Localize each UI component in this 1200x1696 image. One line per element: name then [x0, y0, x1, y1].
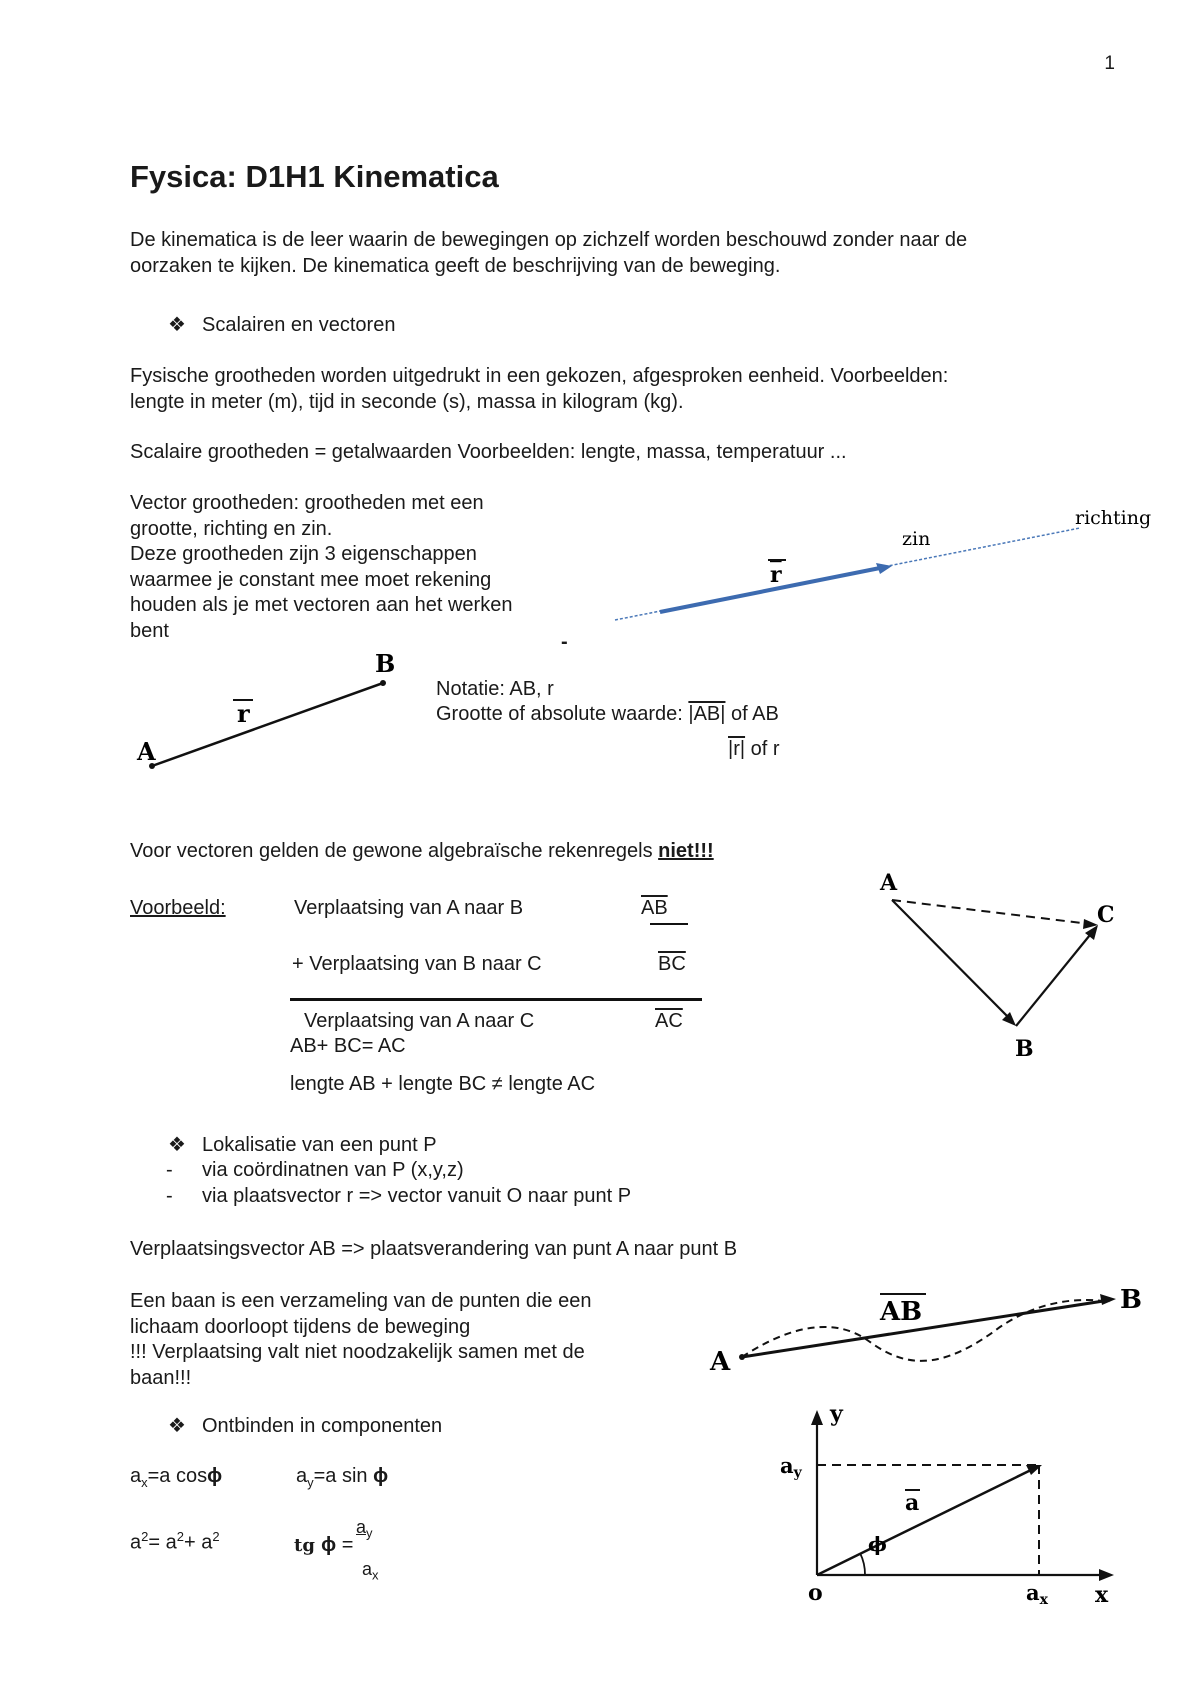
- vector-direction-figure: [600, 500, 1160, 630]
- richting-label: richting: [1075, 507, 1152, 529]
- vector-line: Deze grootheden zijn 3 eigenschappen: [130, 543, 477, 565]
- diamond-bullet-icon: ❖: [168, 1134, 186, 1156]
- bc-side: [1016, 930, 1094, 1026]
- vector-a: [817, 1468, 1035, 1575]
- label-phi: ϕ: [868, 1532, 887, 1556]
- tangent-numerator: $a_y$: [356, 1517, 373, 1541]
- vector-line: houden als je met vectoren aan het werken: [130, 594, 513, 616]
- page-title: Fysica: D1H1 Kinematica: [130, 159, 499, 194]
- scalar-paragraph: [130, 440, 847, 466]
- scalar-line: Scalaire grootheden = getalwaarden Voorbeelden: lengte, massa, temperatuur ...: [130, 441, 847, 463]
- ab-vector-line: [152, 683, 383, 766]
- voorbeeld-row3-text: Verplaatsing van A naar C: [304, 1010, 535, 1032]
- tangent-formula: tg ϕ =: [294, 1534, 354, 1556]
- ac-side-dashed: [892, 900, 1090, 924]
- grootte-abs-r: |r|: [728, 738, 746, 760]
- section-heading-ontbinden: [168, 1414, 442, 1439]
- voorbeeld-row1-text: Verplaatsing van A naar B: [294, 897, 524, 919]
- units-paragraph: [130, 364, 948, 415]
- baan-line: Een baan is een verzameling van de punten die een: [130, 1290, 592, 1312]
- vector-ab-figure: [125, 648, 405, 783]
- ab-side: [892, 900, 1013, 1022]
- vector-arrowhead: [876, 563, 892, 574]
- label-x: x: [1095, 1582, 1109, 1608]
- vector-line: grootte, richting en zin.: [130, 517, 333, 540]
- dash-bullet: -: [166, 1159, 173, 1181]
- grootte-line: [436, 702, 779, 727]
- section-heading-text: Scalairen en vectoren: [202, 314, 396, 336]
- label-b: B: [1120, 1285, 1142, 1315]
- label-a: A: [710, 1347, 731, 1377]
- units-line: lengte in meter (m), tijd in seconde (s), massa in kilogram (kg).: [130, 390, 684, 413]
- label-a: A: [137, 737, 156, 766]
- algebra-sentence: [130, 839, 714, 864]
- label-origin: o: [808, 1580, 823, 1606]
- intro-line: oorzaken te kijken. De kinematica geeft de beschrijving van de beweging.: [130, 254, 781, 277]
- vector-line: Vector grootheden: grootheden met een: [130, 492, 484, 514]
- baan-paragraph: [130, 1289, 591, 1391]
- triangle-figure: [870, 862, 1120, 1072]
- list-item: [166, 1158, 464, 1183]
- list-item: [166, 1184, 631, 1209]
- label-c: C: [1097, 902, 1115, 928]
- y-axis-arrowhead: [811, 1410, 823, 1425]
- vector-line: waarmee je constant mee moet rekening: [130, 568, 492, 591]
- baan-line: lichaam doorloopt tijdens de beweging: [130, 1315, 471, 1338]
- voorbeeld-row3-vec: $\overline{AC}$: [655, 1010, 683, 1032]
- voorbeeld-label: Voorbeeld:: [130, 897, 226, 919]
- zin-label: zin: [902, 528, 931, 550]
- sum-divider: [290, 998, 702, 1001]
- section-heading-text: Lokalisatie van een punt P: [202, 1134, 437, 1156]
- grootte-abs-ab: |AB|: [688, 703, 726, 725]
- angle-arc: [860, 1553, 865, 1575]
- algebra-text: Voor vectoren gelden de gewone algebraïsche rekenregels: [130, 840, 659, 862]
- grootte-suffix-r: of r: [745, 738, 780, 760]
- grootte-prefix: Grootte of absolute waarde:: [436, 703, 689, 725]
- x-axis-arrowhead: [1099, 1569, 1114, 1581]
- magnitude-formula: $a^2= a^2+ a^2$: [130, 1529, 220, 1554]
- label-b: B: [1015, 1036, 1034, 1062]
- label-ab: AB: [880, 1297, 923, 1327]
- label-b: B: [375, 649, 396, 678]
- intro-line: De kinematica is de leer waarin de bewegingen op zichzelf worden beschouwd zonder naar de: [130, 229, 968, 251]
- vector-line: bent: [130, 619, 169, 642]
- grootte-r-line: [728, 737, 780, 762]
- tangent-denominator: $a_x$: [362, 1559, 379, 1583]
- length-inequality-line: lengte AB + lengte BC ≠ lengte AC: [290, 1073, 596, 1095]
- voorbeeld-row2-vec: $\overline{BC}$: [658, 953, 686, 975]
- notatie-line: Notatie: AB, r: [436, 678, 554, 700]
- point-a: [739, 1354, 745, 1360]
- dash-bullet: -: [166, 1185, 173, 1207]
- baan-line: baan!!!: [130, 1366, 192, 1389]
- displacement-vector: [742, 1300, 1110, 1357]
- displacement-arrowhead: [1100, 1294, 1116, 1305]
- label-r: r: [237, 699, 250, 728]
- voorbeeld-row1-vec: $\overline{AB}$: [641, 897, 668, 919]
- label-ax: ax: [1026, 1580, 1048, 1608]
- ay-formula: $a_y=a$ sin ϕ: [296, 1465, 389, 1490]
- point-b: [380, 680, 386, 686]
- vector-sum-line: AB+ BC= AC: [290, 1035, 406, 1057]
- voorbeeld-row2-text: + Verplaatsing van B naar C: [292, 953, 542, 975]
- label-ay: ay: [780, 1453, 802, 1481]
- voorbeeld-row1-underbar: [650, 923, 688, 925]
- units-line: Fysische grootheden worden uitgedrukt in een gekozen, afgesproken eenheid. Voorbeelden:: [130, 365, 949, 387]
- ax-formula: $a_x=a$ cosϕ: [130, 1465, 223, 1490]
- list-item-text: via coördinatnen van P (x,y,z): [202, 1159, 464, 1181]
- vector-paragraph: [130, 491, 512, 644]
- trajectory-figure: [700, 1272, 1160, 1382]
- label-a: A: [880, 870, 898, 896]
- page-number: 1: [1104, 53, 1115, 74]
- label-vector-a: a: [905, 1490, 920, 1516]
- baan-line: !!! Verplaatsing valt niet noodzakelijk samen met de: [130, 1341, 585, 1363]
- section-heading-lokalisatie: [168, 1133, 437, 1158]
- overline-mark: -: [561, 631, 568, 653]
- verplaatsing-line: Verplaatsingsvector AB => plaatsverandering van punt A naar punt B: [130, 1238, 738, 1260]
- intro-paragraph: [130, 228, 967, 279]
- section-heading-text: Ontbinden in componenten: [202, 1415, 443, 1437]
- grootte-suffix: of AB: [725, 703, 779, 725]
- diamond-bullet-icon: ❖: [168, 314, 186, 336]
- algebra-emphasis: niet!!!: [658, 840, 714, 862]
- diamond-bullet-icon: ❖: [168, 1415, 186, 1437]
- components-figure: [780, 1405, 1120, 1610]
- list-item-text: via plaatsvector r => vector vanuit O naar punt P: [202, 1185, 632, 1207]
- vector-label: r: [770, 562, 782, 588]
- label-y: y: [830, 1405, 843, 1427]
- section-heading-scalairen: [168, 313, 395, 338]
